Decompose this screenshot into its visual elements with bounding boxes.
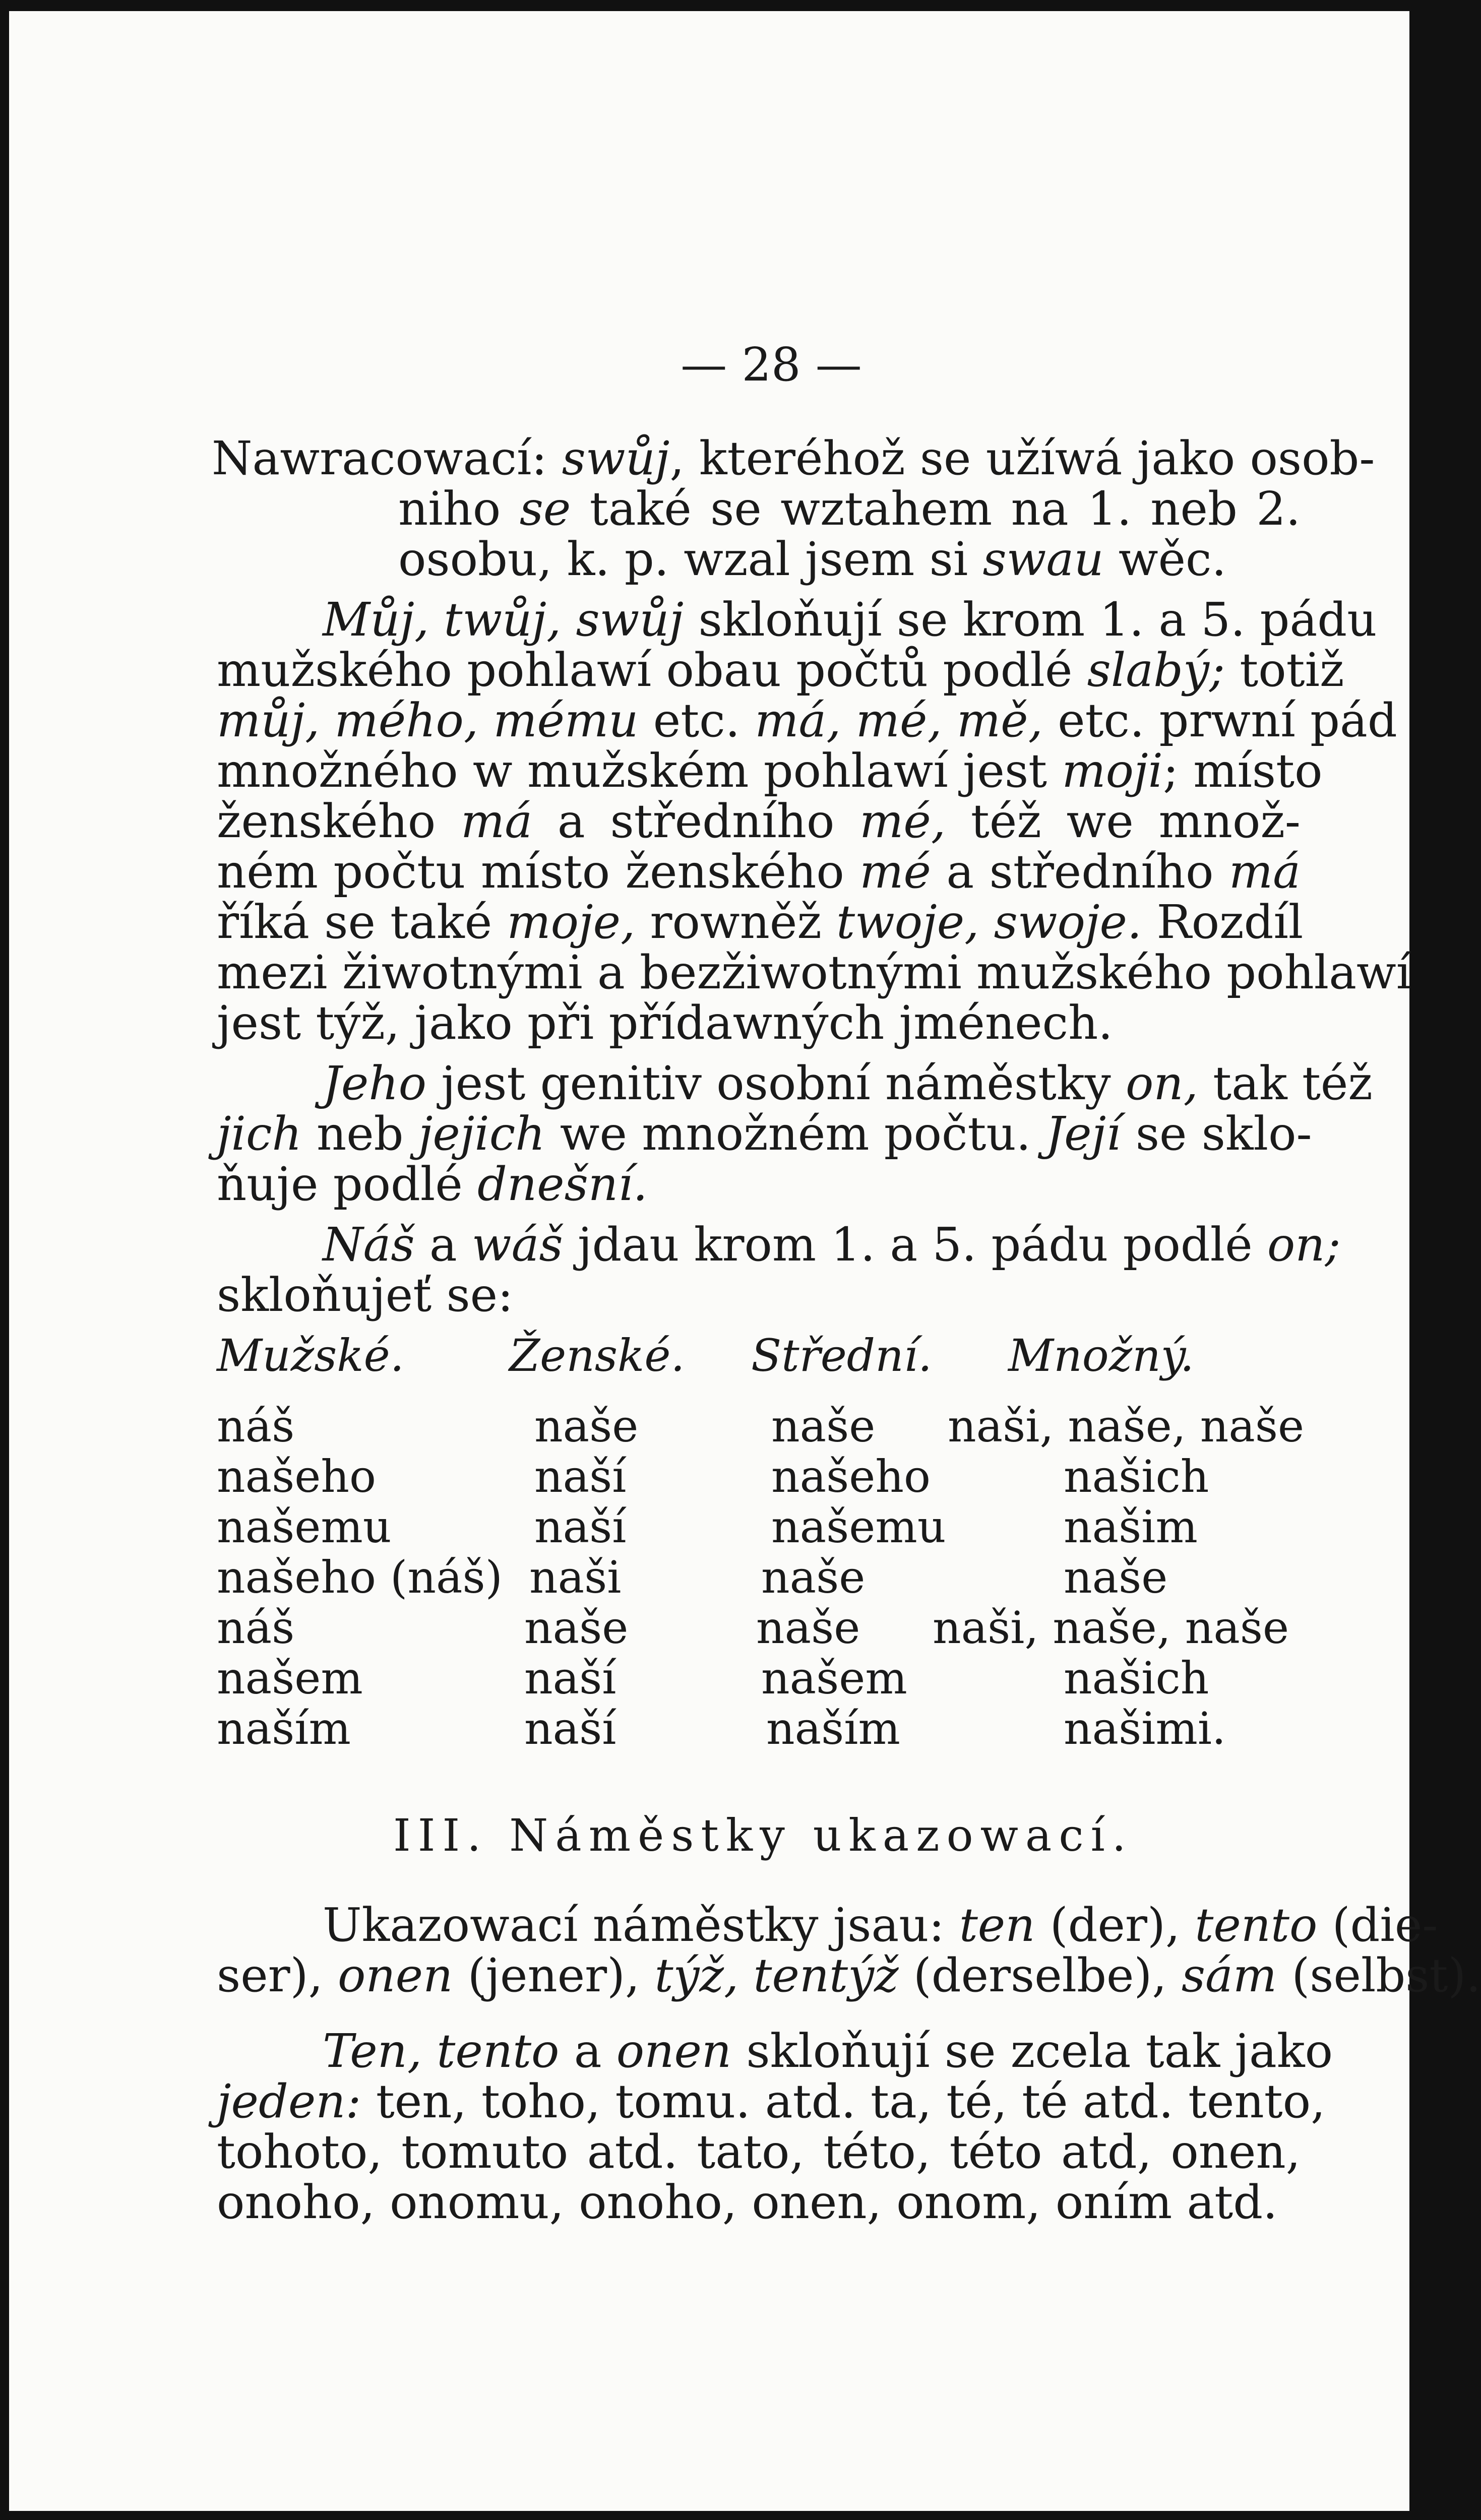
text: (derselbe), (913, 1948, 1167, 2002)
text: ňuje podlé (217, 1157, 463, 1211)
text-italic: ten (959, 1898, 1035, 1952)
text-italic: onen (338, 1948, 453, 2002)
p1-line-2 (398, 484, 1301, 534)
table-cell: naše (761, 1551, 866, 1603)
text: neb (316, 1107, 404, 1161)
text: Ukazowací náměstky jsau: (323, 1898, 945, 1952)
text: ženského (217, 794, 436, 848)
text: Rozdíl (1156, 895, 1304, 949)
text-italic: můj, mého, mému (217, 694, 639, 747)
p3-line-2 (217, 1107, 1312, 1161)
text: Nawracowací: (212, 431, 547, 485)
text: we množném počtu. (560, 1107, 1031, 1161)
table-cell: našim (1064, 1501, 1198, 1553)
text-italic: mé (859, 845, 931, 899)
text: ten, toho, tomu. atd. ta, té, té atd. tento, (376, 2074, 1326, 2128)
text: wěc. (1118, 532, 1226, 586)
text: jest týž, jako při přídawných jménech. (217, 996, 1113, 1050)
p5-line-1 (323, 1898, 1438, 1952)
table-cell: naší (534, 1501, 627, 1553)
text-italic: on, (1126, 1056, 1198, 1110)
table-header-feminine: Ženské. (509, 1330, 685, 1381)
text-italic: jich (217, 1107, 302, 1161)
p2-line-9 (217, 998, 1113, 1048)
p1-line-1 (212, 431, 1375, 485)
p2-line-1 (323, 593, 1377, 647)
text: tohoto, tomuto atd. tato, této, této atd, onen, (217, 2125, 1301, 2179)
table-cell: naším (766, 1703, 900, 1754)
text: mezi žiwotnými a bezžiwotnými mužského pohlawí (217, 946, 1411, 999)
text: též we množ- (970, 794, 1301, 848)
text: množného w mužském pohlawí jest (217, 744, 1047, 798)
table-cell: naši, naše, naše (933, 1602, 1289, 1654)
text: (selbst). (1291, 1948, 1481, 2002)
text-italic: swau (982, 532, 1104, 586)
text-italic: jejich (418, 1107, 545, 1161)
text-italic: tento (1195, 1898, 1318, 1952)
text-italic: Ten, tento (323, 2024, 560, 2078)
p2-line-5 (217, 796, 1301, 847)
p2-line-7 (217, 895, 1304, 949)
text-italic: moji (1062, 744, 1163, 798)
table-cell: naše (524, 1602, 629, 1654)
text: rowněž (650, 895, 822, 949)
table-cell: náš (217, 1400, 295, 1452)
table-cell: našich (1064, 1451, 1209, 1502)
p6-line-1 (323, 2024, 1333, 2078)
text: (der), (1050, 1898, 1181, 1952)
text-italic: jeden: (217, 2074, 361, 2128)
text: skloňujeť se: (217, 1268, 514, 1322)
text: skloňují se zcela tak jako (746, 2024, 1333, 2078)
text-italic: on; (1267, 1218, 1341, 1272)
text: osobu, k. p. wzal jsem si (398, 532, 968, 586)
text-italic: má (1228, 845, 1301, 899)
table-cell: našeho (náš) (217, 1551, 503, 1603)
text-italic: moje, (507, 895, 636, 949)
text: se sklo- (1135, 1107, 1312, 1161)
table-cell: naší (534, 1451, 627, 1502)
table-cell: naší (524, 1652, 616, 1704)
table-cell: našich (1064, 1652, 1209, 1704)
text-italic: sám (1181, 1948, 1277, 2002)
text-italic: onen (616, 2024, 732, 2078)
text: říká se také (217, 895, 492, 949)
text-italic: Můj, twůj, swůj (323, 593, 684, 647)
text: a středního (946, 845, 1214, 899)
text-italic: dnešní. (477, 1157, 648, 1211)
text: onoho, onomu, onoho, onen, onom, oním atd. (217, 2175, 1278, 2229)
table-cell: naši (529, 1551, 622, 1603)
table-cell: naším (217, 1703, 351, 1754)
text: skloňují se krom 1. a 5. pádu (698, 593, 1377, 647)
table-cell: našem (761, 1652, 907, 1704)
text: ser), (217, 1948, 323, 2002)
text: (die- (1332, 1898, 1438, 1952)
table-header-plural: Množný. (1008, 1330, 1194, 1381)
text: tak též (1213, 1056, 1373, 1110)
table-header-neuter: Střední. (751, 1330, 932, 1381)
text-italic: má, mé, mě, (755, 694, 1043, 747)
table-cell: naši, naše, naše (948, 1400, 1305, 1452)
p2-line-4 (217, 744, 1323, 798)
table-cell: naše (534, 1400, 639, 1452)
text: etc. prwní pád (1058, 694, 1397, 747)
p2-line-2 (217, 643, 1344, 697)
p6-line-4 (217, 2177, 1277, 2228)
table-cell: naše (771, 1400, 876, 1452)
text: totiž (1240, 643, 1344, 697)
p5-line-2 (217, 1948, 1481, 2002)
table-cell: našeho (217, 1451, 377, 1502)
table-cell: naší (524, 1703, 616, 1754)
text: ; místo (1162, 744, 1323, 798)
table-cell: našem (217, 1652, 363, 1704)
text: , kteréhož se užíwá jako osob- (669, 431, 1375, 485)
p2-line-8 (217, 946, 1411, 999)
text-italic: mé, (859, 794, 946, 848)
text: jest genitiv osobní náměstky (441, 1056, 1111, 1110)
p4-line-1 (323, 1218, 1341, 1272)
p1-line-3 (398, 534, 1226, 585)
text: etc. (653, 694, 740, 747)
text: a (574, 2024, 602, 2078)
text-italic: swůj (562, 431, 670, 485)
text: ném počtu místo ženského (217, 845, 844, 899)
table-cell: naše (1064, 1551, 1168, 1603)
text-italic: Náš (323, 1218, 415, 1272)
p2-line-3 (217, 694, 1397, 747)
text: jdau krom 1. a 5. pádu podlé (577, 1218, 1253, 1272)
text-italic: wáš (471, 1218, 563, 1272)
text-italic: týž, tentýž (654, 1948, 899, 2002)
p6-line-2 (217, 2074, 1326, 2128)
p4-line-2 (217, 1270, 513, 1320)
text: a středního (557, 794, 835, 848)
text-italic: Její (1045, 1107, 1121, 1161)
text: a (429, 1218, 457, 1272)
p6-line-3 (217, 2127, 1301, 2177)
p3-line-1 (323, 1056, 1373, 1110)
text-italic: Jeho (323, 1056, 426, 1110)
page-number: — 28 — (681, 338, 862, 392)
text: také se wztahem na 1. neb 2. (589, 482, 1301, 536)
p3-line-3 (217, 1159, 648, 1210)
table-cell: náš (217, 1602, 295, 1654)
text: (jener), (467, 1948, 640, 2002)
text-italic: slabý; (1087, 643, 1225, 697)
table-cell: našimi. (1064, 1703, 1226, 1754)
text-italic: twoje, swoje. (836, 895, 1142, 949)
table-cell: našemu (217, 1501, 392, 1553)
text-italic: má (461, 794, 533, 848)
text: niho (398, 482, 501, 536)
text-italic: se (519, 482, 571, 536)
table-cell: našeho (771, 1451, 931, 1502)
table-cell: naše (756, 1602, 860, 1654)
table-cell: našemu (771, 1501, 946, 1553)
text: mužského pohlawí obau počtů podlé (217, 643, 1073, 697)
table-header-masculine: Mužské. (217, 1330, 404, 1381)
p2-line-6 (217, 847, 1301, 897)
section-heading: III. Náměstky ukazowací. (393, 1809, 1133, 1861)
